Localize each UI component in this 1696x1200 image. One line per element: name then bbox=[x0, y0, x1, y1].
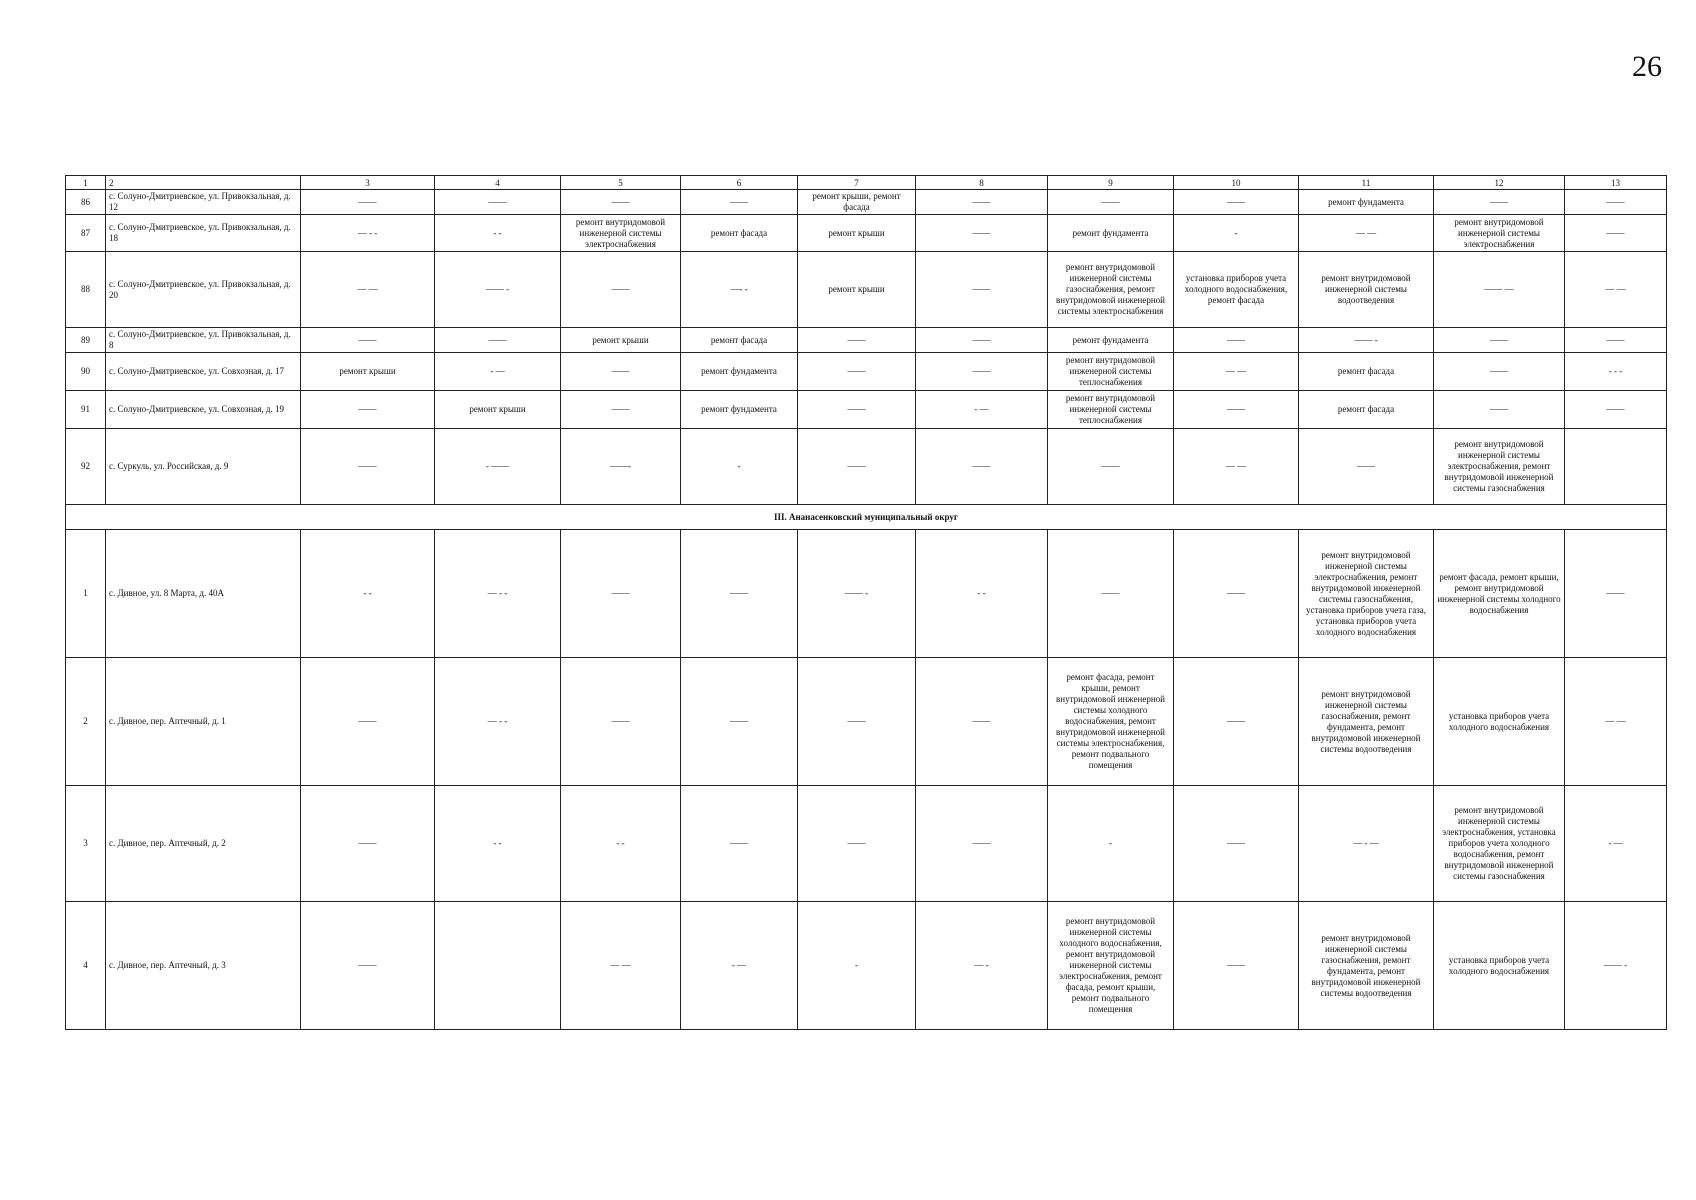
works-cell: ремонт внутридомовой инженерной системы газоснабжения, ремонт фундамента, ремонт внутридомовой инженерной системы водоотведения bbox=[1299, 902, 1434, 1030]
works-cell: 10 bbox=[1174, 176, 1299, 190]
works-cell: установка приборов учета холодного водоснабжения bbox=[1434, 902, 1565, 1030]
works-cell: —— bbox=[1434, 190, 1565, 215]
works-cell: —— bbox=[1565, 215, 1667, 252]
works-cell: ремонт фундамента bbox=[1048, 215, 1174, 252]
works-cell: —— - bbox=[1299, 328, 1434, 353]
works-cell: —— bbox=[798, 353, 916, 391]
row-number-cell: 4 bbox=[66, 902, 106, 1030]
row-number-cell: 2 bbox=[66, 658, 106, 786]
works-cell: ремонт внутридомовой инженерной системы теплоснабжения bbox=[1048, 391, 1174, 429]
works-cell: - bbox=[1174, 215, 1299, 252]
works-cell: —— bbox=[561, 353, 681, 391]
works-cell: ремонт внутридомовой инженерной системы теплоснабжения bbox=[1048, 353, 1174, 391]
works-cell: —— bbox=[1174, 530, 1299, 658]
works-cell: — — bbox=[1299, 215, 1434, 252]
address-cell: с. Солуно-Дмитриевское, ул. Совхозная, д. 17 bbox=[106, 353, 301, 391]
works-cell: — - - bbox=[435, 530, 561, 658]
works-cell: —— bbox=[916, 328, 1048, 353]
works-cell: —— bbox=[916, 658, 1048, 786]
address-cell: с. Солуно-Дмитриевское, ул. Привокзальная, д. 12 bbox=[106, 190, 301, 215]
works-cell: ремонт внутридомовой инженерной системы электроснабжения, ремонт внутридомовой инженерной системы газоснабжения bbox=[1434, 429, 1565, 505]
works-cell: 7 bbox=[798, 176, 916, 190]
works-cell: —— bbox=[681, 786, 798, 902]
address-cell: с. Дивное, пер. Аптечный, д. 3 bbox=[106, 902, 301, 1030]
section-header-row bbox=[66, 505, 1667, 530]
works-cell: ремонт фасада bbox=[681, 215, 798, 252]
works-cell: —— bbox=[435, 190, 561, 215]
works-cell: —— bbox=[1048, 429, 1174, 505]
works-cell: 13 bbox=[1565, 176, 1667, 190]
works-cell: —— bbox=[798, 658, 916, 786]
table-row bbox=[66, 530, 1667, 658]
works-cell: - — bbox=[435, 353, 561, 391]
works-cell: —— bbox=[301, 429, 435, 505]
row-number-cell: 3 bbox=[66, 786, 106, 902]
works-cell: —— bbox=[301, 658, 435, 786]
works-cell: —— - bbox=[435, 252, 561, 328]
works-cell: —— bbox=[1048, 530, 1174, 658]
works-cell: —— bbox=[916, 252, 1048, 328]
address-cell: с. Дивное, ул. 8 Марта, д. 40А bbox=[106, 530, 301, 658]
works-cell: ремонт фундамента bbox=[681, 353, 798, 391]
works-cell: —— bbox=[916, 190, 1048, 215]
row-number-cell: 89 bbox=[66, 328, 106, 353]
works-cell: ремонт фасада, ремонт крыши, ремонт внутридомовой инженерной системы холодного водоснабжения, ремонт внутридомовой инженерной системы электроснабжения, ремонт подвального помещения bbox=[1048, 658, 1174, 786]
table-row bbox=[66, 658, 1667, 786]
table-row bbox=[66, 391, 1667, 429]
works-cell: —— bbox=[1565, 328, 1667, 353]
works-cell: - — bbox=[916, 391, 1048, 429]
works-cell: ремонт крыши bbox=[301, 353, 435, 391]
address-cell: с. Солуно-Дмитриевское, ул. Привокзальная, д. 8 bbox=[106, 328, 301, 353]
row-number-cell: 88 bbox=[66, 252, 106, 328]
works-cell: — — bbox=[561, 902, 681, 1030]
works-cell: - bbox=[1048, 786, 1174, 902]
repair-schedule-table bbox=[65, 175, 1667, 1030]
works-cell: —— bbox=[798, 328, 916, 353]
works-cell: — - bbox=[916, 902, 1048, 1030]
works-cell: ремонт внутридомовой инженерной системы электроснабжения bbox=[561, 215, 681, 252]
address-cell: с. Дивное, пер. Аптечный, д. 2 bbox=[106, 786, 301, 902]
works-cell: ремонт фасада bbox=[1299, 391, 1434, 429]
works-cell: — — bbox=[1174, 353, 1299, 391]
table-row bbox=[66, 429, 1667, 505]
works-cell: —— bbox=[1299, 429, 1434, 505]
works-cell: ремонт фасада bbox=[681, 328, 798, 353]
table-row bbox=[66, 353, 1667, 391]
repair-schedule-table-container bbox=[65, 175, 1666, 1030]
works-cell: —— bbox=[798, 391, 916, 429]
table-body bbox=[66, 176, 1667, 1030]
address-cell: с. Солуно-Дмитриевское, ул. Совхозная, д. 19 bbox=[106, 391, 301, 429]
row-number-cell: 87 bbox=[66, 215, 106, 252]
works-cell: ремонт фундамента bbox=[1299, 190, 1434, 215]
address-cell: с. Солуно-Дмитриевское, ул. Привокзальная, д. 20 bbox=[106, 252, 301, 328]
works-cell: —— bbox=[1048, 190, 1174, 215]
works-cell: —— bbox=[1565, 190, 1667, 215]
address-cell: с. Суркуль, ул. Российская, д. 9 bbox=[106, 429, 301, 505]
works-cell: —— — bbox=[1434, 252, 1565, 328]
works-cell: — - - bbox=[301, 215, 435, 252]
works-cell: —— bbox=[301, 190, 435, 215]
works-cell: —— bbox=[561, 190, 681, 215]
works-cell: —— bbox=[561, 530, 681, 658]
works-cell: —— bbox=[301, 902, 435, 1030]
works-cell: —— bbox=[916, 353, 1048, 391]
works-cell: 3 bbox=[301, 176, 435, 190]
works-cell: —— bbox=[681, 530, 798, 658]
works-cell: ремонт крыши bbox=[798, 252, 916, 328]
works-cell: — — bbox=[1565, 252, 1667, 328]
works-cell: —— bbox=[916, 786, 1048, 902]
works-cell: - — bbox=[681, 902, 798, 1030]
works-cell: 9 bbox=[1048, 176, 1174, 190]
works-cell: —- - bbox=[681, 252, 798, 328]
works-cell: 8 bbox=[916, 176, 1048, 190]
row-number-cell: 1 bbox=[66, 530, 106, 658]
works-cell: - - bbox=[916, 530, 1048, 658]
works-cell: —— bbox=[1174, 328, 1299, 353]
row-number-cell: 1 bbox=[66, 176, 106, 190]
works-cell: ремонт внутридомовой инженерной системы газоснабжения, ремонт внутридомовой инженерной системы электроснабжения bbox=[1048, 252, 1174, 328]
works-cell: —— - bbox=[1565, 902, 1667, 1030]
works-cell: ремонт внутридомовой инженерной системы холодного водоснабжения, ремонт внутридомовой инженерной системы электроснабжения, ремонт фасада, ремонт крыши, ремонт подвального помещения bbox=[1048, 902, 1174, 1030]
page-number: 26 bbox=[1632, 50, 1662, 83]
works-cell: —— bbox=[681, 658, 798, 786]
works-cell: ремонт фасада bbox=[1299, 353, 1434, 391]
works-cell: —— bbox=[916, 215, 1048, 252]
address-cell: с. Солуно-Дмитриевское, ул. Привокзальная, д. 18 bbox=[106, 215, 301, 252]
works-cell: - bbox=[681, 429, 798, 505]
works-cell: —— bbox=[1565, 530, 1667, 658]
works-cell: 4 bbox=[435, 176, 561, 190]
works-cell: - - bbox=[435, 215, 561, 252]
works-cell: —— bbox=[1174, 902, 1299, 1030]
works-cell bbox=[1565, 429, 1667, 505]
works-cell: - bbox=[798, 902, 916, 1030]
row-number-cell: 90 bbox=[66, 353, 106, 391]
works-cell: ремонт крыши bbox=[561, 328, 681, 353]
works-cell: - - bbox=[301, 530, 435, 658]
section-title: III. Ананасенковский муниципальный округ bbox=[66, 505, 1667, 530]
works-cell: —— bbox=[1434, 391, 1565, 429]
works-cell: —— bbox=[1434, 353, 1565, 391]
works-cell: ремонт внутридомовой инженерной системы электроснабжения, установка приборов учета холодного водоснабжения, ремонт внутридомовой инженерной системы газоснабжения bbox=[1434, 786, 1565, 902]
works-cell: — — bbox=[1565, 658, 1667, 786]
works-cell: —— bbox=[301, 328, 435, 353]
works-cell: ремонт внутридомовой инженерной системы электроснабжения bbox=[1434, 215, 1565, 252]
works-cell: — - - bbox=[435, 658, 561, 786]
row-number-cell: 92 bbox=[66, 429, 106, 505]
works-cell: —— bbox=[435, 328, 561, 353]
works-cell: - - bbox=[561, 786, 681, 902]
works-cell: —— bbox=[301, 786, 435, 902]
works-cell: 12 bbox=[1434, 176, 1565, 190]
works-cell: — - — bbox=[1299, 786, 1434, 902]
table-row bbox=[66, 902, 1667, 1030]
works-cell: ремонт крыши, ремонт фасада bbox=[798, 190, 916, 215]
works-cell bbox=[435, 902, 561, 1030]
works-cell: —— bbox=[1174, 391, 1299, 429]
works-cell: —— bbox=[798, 786, 916, 902]
works-cell: - - - bbox=[1565, 353, 1667, 391]
works-cell: —— - bbox=[798, 530, 916, 658]
works-cell: —— bbox=[916, 429, 1048, 505]
works-cell: ——- bbox=[561, 429, 681, 505]
works-cell: установка приборов учета холодного водоснабжения bbox=[1434, 658, 1565, 786]
works-cell: —— bbox=[681, 190, 798, 215]
works-cell: 6 bbox=[681, 176, 798, 190]
works-cell: —— bbox=[1174, 658, 1299, 786]
works-cell: —— bbox=[1565, 391, 1667, 429]
works-cell: ремонт фундамента bbox=[1048, 328, 1174, 353]
works-cell: —— bbox=[561, 658, 681, 786]
works-cell: —— bbox=[1174, 786, 1299, 902]
works-cell: —— bbox=[561, 252, 681, 328]
address-cell: с. Дивное, пер. Аптечный, д. 1 bbox=[106, 658, 301, 786]
table-row bbox=[66, 215, 1667, 252]
works-cell: —— bbox=[798, 429, 916, 505]
works-cell: ремонт крыши bbox=[798, 215, 916, 252]
works-cell: —— bbox=[561, 391, 681, 429]
works-cell: установка приборов учета холодного водоснабжения, ремонт фасада bbox=[1174, 252, 1299, 328]
address-cell: 2 bbox=[106, 176, 301, 190]
works-cell: ремонт фундамента bbox=[681, 391, 798, 429]
works-cell: —— bbox=[1434, 328, 1565, 353]
works-cell: —— bbox=[1174, 190, 1299, 215]
table-row bbox=[66, 328, 1667, 353]
works-cell: - —— bbox=[435, 429, 561, 505]
row-number-cell: 91 bbox=[66, 391, 106, 429]
works-cell: — — bbox=[301, 252, 435, 328]
works-cell: ремонт крыши bbox=[435, 391, 561, 429]
row-number-cell: 86 bbox=[66, 190, 106, 215]
works-cell: - — bbox=[1565, 786, 1667, 902]
column-numbers-row bbox=[66, 176, 1667, 190]
works-cell: ремонт внутридомовой инженерной системы водоотведения bbox=[1299, 252, 1434, 328]
works-cell: —— bbox=[301, 391, 435, 429]
works-cell: ремонт фасада, ремонт крыши, ремонт внутридомовой инженерной системы холодного водоснабжения bbox=[1434, 530, 1565, 658]
table-row bbox=[66, 252, 1667, 328]
works-cell: ремонт внутридомовой инженерной системы электроснабжения, ремонт внутридомовой инженерной системы газоснабжения, установка приборов учета газа, установка приборов учета холодного водоснабжения bbox=[1299, 530, 1434, 658]
table-row bbox=[66, 190, 1667, 215]
works-cell: — — bbox=[1174, 429, 1299, 505]
works-cell: ремонт внутридомовой инженерной системы газоснабжения, ремонт фундамента, ремонт внутридомовой инженерной системы водоотведения bbox=[1299, 658, 1434, 786]
works-cell: 11 bbox=[1299, 176, 1434, 190]
works-cell: 5 bbox=[561, 176, 681, 190]
works-cell: - - bbox=[435, 786, 561, 902]
table-row bbox=[66, 786, 1667, 902]
